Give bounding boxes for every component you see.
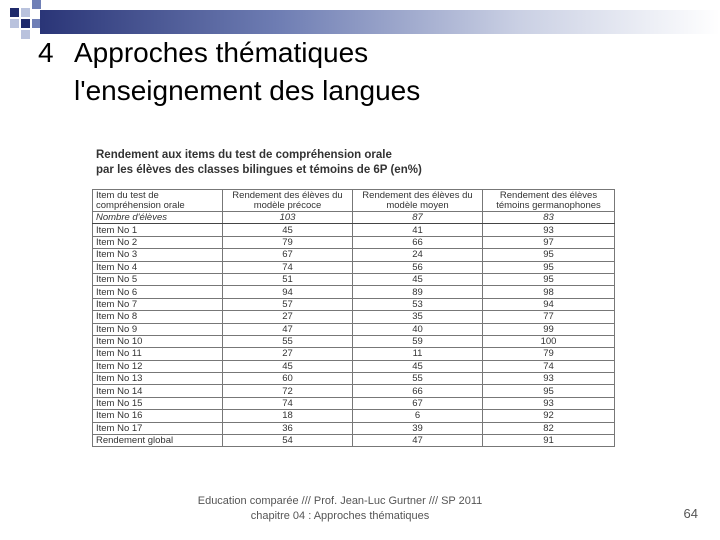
cell-temoins: 93 [483,373,615,385]
header-gradient-bar [40,10,720,34]
cell-temoins: 98 [483,286,615,298]
cell-temoins: 82 [483,422,615,434]
header-precoce: Rendement des élèves du modèle précoce [223,190,353,212]
row-label: Item No 4 [93,261,223,273]
cell-temoins: 99 [483,323,615,335]
cell-moyen: 41 [353,224,483,236]
cell-temoins: 93 [483,397,615,409]
cell-moyen: 66 [353,236,483,248]
cell-temoins: 95 [483,273,615,285]
cell-precoce: 60 [223,373,353,385]
cell-precoce: 18 [223,410,353,422]
table-row [93,311,615,323]
row-label: Item No 1 [93,224,223,236]
table-row-count [93,212,615,224]
row-label: Item No 3 [93,249,223,261]
cell-temoins: 92 [483,410,615,422]
cell-temoins: 95 [483,385,615,397]
table-row [93,335,615,347]
table-body [93,212,615,447]
cell-temoins: 77 [483,311,615,323]
cell-moyen: 89 [353,286,483,298]
table-row [93,323,615,335]
row-label: Item No 16 [93,410,223,422]
table-row [93,360,615,372]
table-row [93,422,615,434]
table-row [93,236,615,248]
row-label: Item No 13 [93,373,223,385]
footer [170,494,510,524]
table-row [93,224,615,236]
cell-moyen: 45 [353,273,483,285]
slide-title [38,34,420,110]
table-row [93,249,615,261]
caption-line-2: par les élèves des classes bilingues et témoins de 6P (en%) [96,164,422,176]
row-label: Item No 6 [93,286,223,298]
cell-precoce: 55 [223,335,353,347]
cell-temoins: 79 [483,348,615,360]
table-row [93,397,615,409]
page-number: 64 [683,506,698,521]
table-row [93,410,615,422]
cell-temoins: 83 [483,212,615,224]
cell-moyen: 24 [353,249,483,261]
cell-precoce: 74 [223,397,353,409]
cell-precoce: 51 [223,273,353,285]
cell-moyen: 45 [353,360,483,372]
row-label: Item No 15 [93,397,223,409]
slide-number: 4 [38,37,54,68]
row-label: Item No 12 [93,360,223,372]
cell-temoins: 95 [483,261,615,273]
figure-caption [96,148,422,178]
cell-temoins: 100 [483,335,615,347]
cell-moyen: 67 [353,397,483,409]
row-label: Item No 7 [93,298,223,310]
cell-temoins: 97 [483,236,615,248]
cell-moyen: 59 [353,335,483,347]
footer-line-1: Education comparée /// Prof. Jean-Luc Gurtner /// SP 2011 [197,495,483,507]
cell-precoce: 94 [223,286,353,298]
cell-precoce: 74 [223,261,353,273]
cell-moyen: 39 [353,422,483,434]
cell-temoins: 95 [483,249,615,261]
table-header-row [93,190,615,212]
table-row-global [93,435,615,447]
cell-precoce: 79 [223,236,353,248]
cell-precoce: 45 [223,224,353,236]
row-label: Item No 10 [93,335,223,347]
row-label: Item No 11 [93,348,223,360]
title-line-1: Approches thématiques [74,37,369,68]
header-temoins: Rendement des élèves témoins germanophones [483,190,615,212]
cell-moyen: 53 [353,298,483,310]
cell-precoce: 47 [223,323,353,335]
cell-precoce: 27 [223,348,353,360]
cell-precoce: 27 [223,311,353,323]
table-row [93,261,615,273]
cell-moyen: 35 [353,311,483,323]
cell-moyen: 55 [353,373,483,385]
results-table [92,189,615,447]
cell-moyen: 66 [353,385,483,397]
row-label: Nombre d'élèves [93,212,223,224]
cell-moyen: 40 [353,323,483,335]
table-row [93,348,615,360]
table-row [93,286,615,298]
cell-moyen: 11 [353,348,483,360]
cell-temoins: 91 [483,435,615,447]
cell-precoce: 103 [223,212,353,224]
row-label: Item No 2 [93,236,223,248]
cell-precoce: 67 [223,249,353,261]
cell-moyen: 6 [353,410,483,422]
row-label: Item No 17 [93,422,223,434]
cell-temoins: 94 [483,298,615,310]
table-row [93,373,615,385]
cell-precoce: 45 [223,360,353,372]
caption-line-1: Rendement aux items du test de compréhension orale [96,149,392,161]
row-label: Item No 5 [93,273,223,285]
row-label: Item No 14 [93,385,223,397]
row-label: Item No 9 [93,323,223,335]
table-row [93,298,615,310]
cell-precoce: 57 [223,298,353,310]
row-label: Rendement global [93,435,223,447]
cell-moyen: 87 [353,212,483,224]
cell-precoce: 54 [223,435,353,447]
title-line-2: l'enseignement des langues [74,75,421,106]
header-moyen: Rendement des élèves du modèle moyen [353,190,483,212]
table-figure [92,140,618,460]
row-label: Item No 8 [93,311,223,323]
footer-line-2: chapitre 04 : Approches thématiques [250,510,430,522]
cell-precoce: 72 [223,385,353,397]
cell-moyen: 56 [353,261,483,273]
header-item: Item du test de compréhension orale [93,190,223,212]
table-row [93,273,615,285]
cell-precoce: 36 [223,422,353,434]
cell-moyen: 47 [353,435,483,447]
cell-temoins: 74 [483,360,615,372]
table-row [93,385,615,397]
cell-temoins: 93 [483,224,615,236]
